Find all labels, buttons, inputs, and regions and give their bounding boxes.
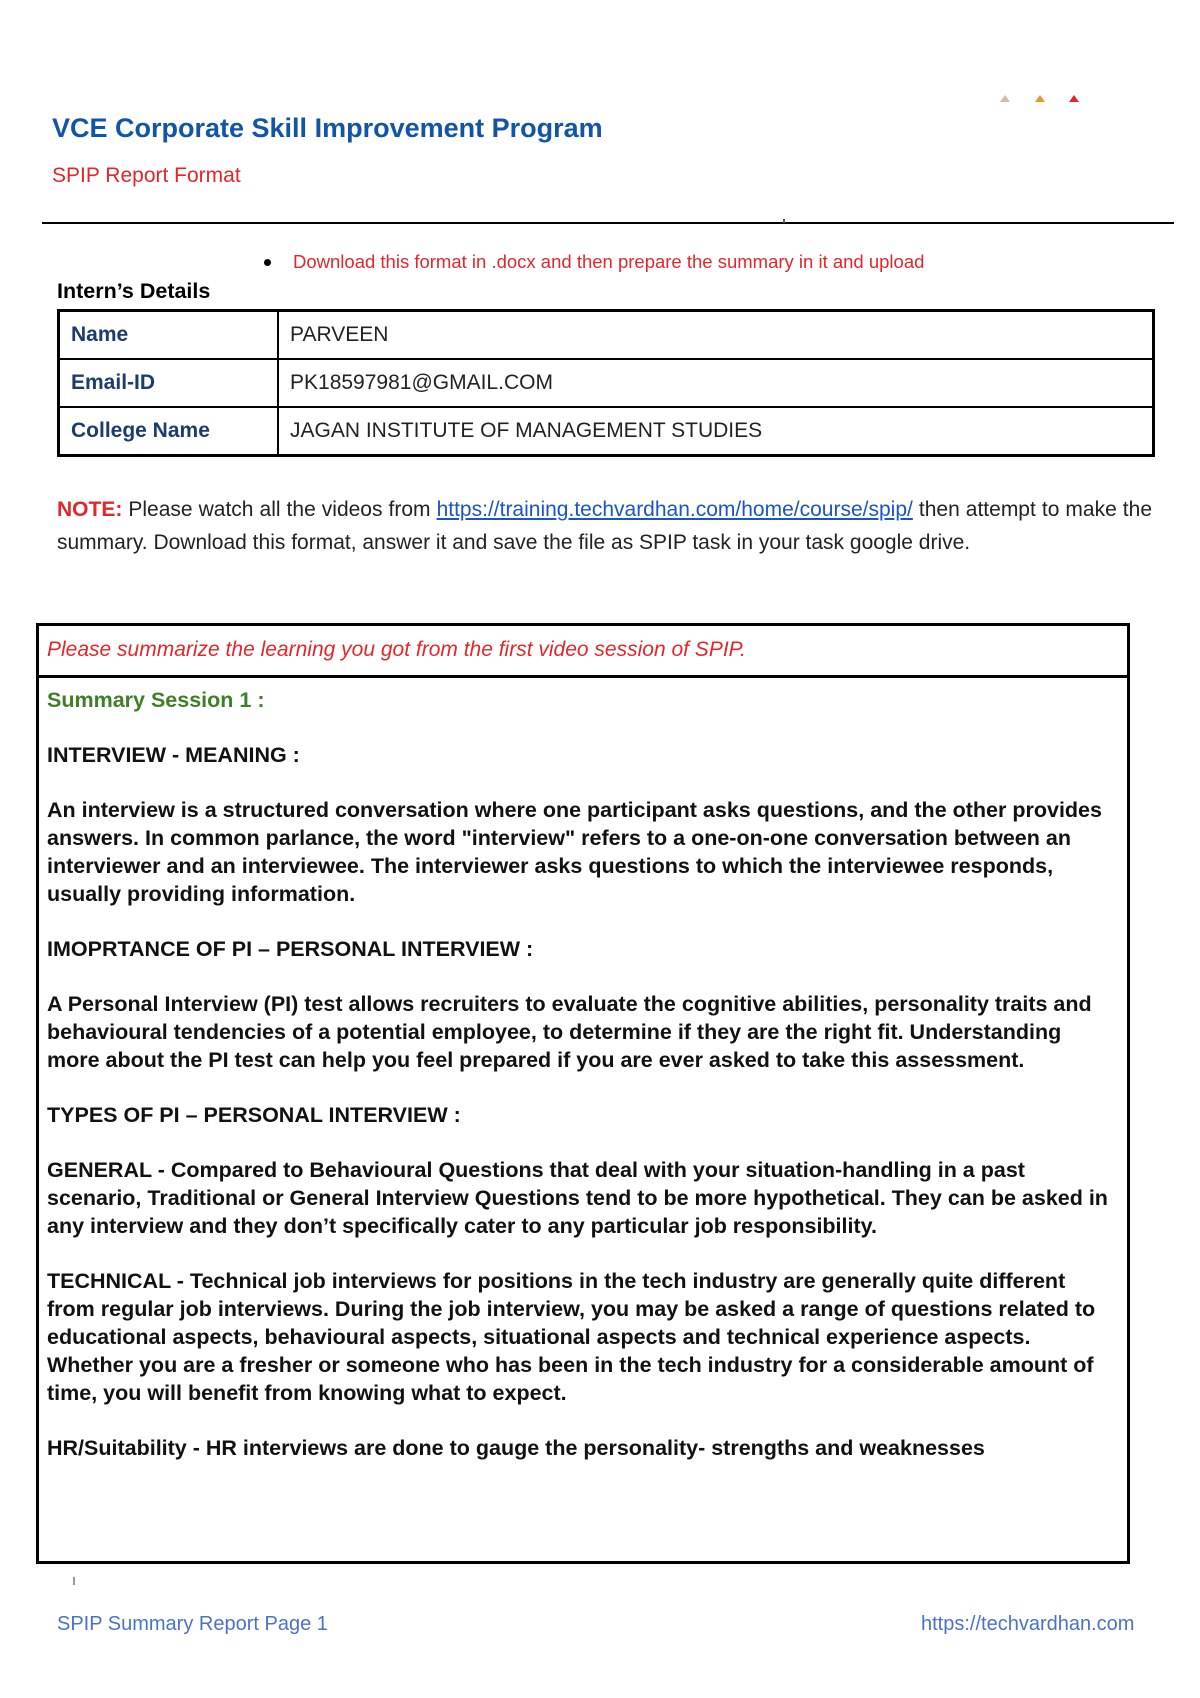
summary-paragraph: INTERVIEW - MEANING : (47, 743, 300, 767)
triangle-icon-orange (1035, 95, 1045, 102)
note-paragraph (57, 493, 1152, 559)
summary-paragraph: A Personal Interview (PI) test allows recruiters to evaluate the cognitive abilities, personality traits and behavioural tendencies of a potential employee, to determine if they are the right fit. Understanding more about the PI test can help you feel prepared if you are ever asked to take this assessment. (47, 992, 1092, 1072)
page-title: VCE Corporate Skill Improvement Program (52, 113, 603, 143)
note-text-before: Please watch all the videos from (122, 498, 437, 521)
footer-mark (73, 1577, 75, 1585)
note-text-after: then attempt to make the summary. Download this format, answer it and save the file as SPIP task in your task google drive. (57, 498, 1152, 554)
summary-paragraph: GENERAL - Compared to Behavioural Questions that deal with your situation-handling in a past scenario, Traditional or General Interview Questions tend to be more hypothetical. They can be asked in any interview and they don’t specifically cater to any particular job responsibility. (47, 1158, 1108, 1238)
email-label: Email-ID (59, 359, 279, 407)
instruction-bullet (264, 251, 924, 273)
name-value: PARVEEN (278, 311, 1154, 360)
summary-prompt: Please summarize the learning you got from the first video session of SPIP. (39, 626, 1127, 678)
summary-paragraph: TECHNICAL - Technical job interviews for positions in the tech industry are generally quite different from regular job interviews. During the job interview, you may be asked a range of questions related to educational aspects, behavioural aspects, situational aspects and technical experience aspects. Whether you are a fresher or someone who has been in the tech industry for a considerable amount of time, you will benefit from knowing what to expect. (47, 1269, 1096, 1405)
note-label: NOTE: (57, 498, 123, 521)
interns-details-table (57, 309, 1155, 457)
summary-content[interactable] (47, 686, 1117, 1489)
table-row (59, 407, 1154, 456)
divider-mark (783, 219, 785, 223)
name-label: Name (59, 311, 279, 360)
email-value: PK18597981@GMAIL.COM (278, 359, 1154, 407)
table-row (59, 359, 1154, 407)
page-subtitle: SPIP Report Format (52, 164, 241, 187)
interns-details-heading: Intern’s Details (57, 279, 211, 303)
summary-paragraph: TYPES OF PI – PERSONAL INTERVIEW : (47, 1103, 461, 1127)
bullet-icon (264, 259, 271, 266)
course-link[interactable]: https://training.techvardhan.com/home/course/spip/ (436, 498, 913, 521)
decorative-triangles (996, 92, 1086, 106)
college-label: College Name (59, 407, 279, 456)
footer-website-link[interactable]: https://techvardhan.com (921, 1613, 1135, 1635)
header-divider (42, 222, 1174, 224)
instruction-text: Download this format in .docx and then prepare the summary in it and upload (293, 251, 925, 272)
summary-heading: Summary Session 1 : (47, 688, 265, 712)
summary-box (36, 623, 1130, 1564)
summary-paragraph: An interview is a structured conversation where one participant asks questions, and the other provides answers. In common parlance, the word "interview" refers to a one-on-one conversation between an interviewer and an interviewee. The interviewer asks questions to which the interviewee responds, usually providing information. (47, 798, 1102, 906)
triangle-icon-red (1069, 95, 1079, 102)
triangle-icon-light (1000, 95, 1010, 102)
summary-paragraph: HR/Suitability - HR interviews are done to gauge the personality- strengths and weaknesses (47, 1436, 985, 1460)
table-row (59, 311, 1154, 360)
summary-paragraph: IMOPRTANCE OF PI – PERSONAL INTERVIEW : (47, 937, 534, 961)
footer-page-label: SPIP Summary Report Page 1 (57, 1613, 328, 1635)
college-value: JAGAN INSTITUTE OF MANAGEMENT STUDIES (278, 407, 1154, 456)
